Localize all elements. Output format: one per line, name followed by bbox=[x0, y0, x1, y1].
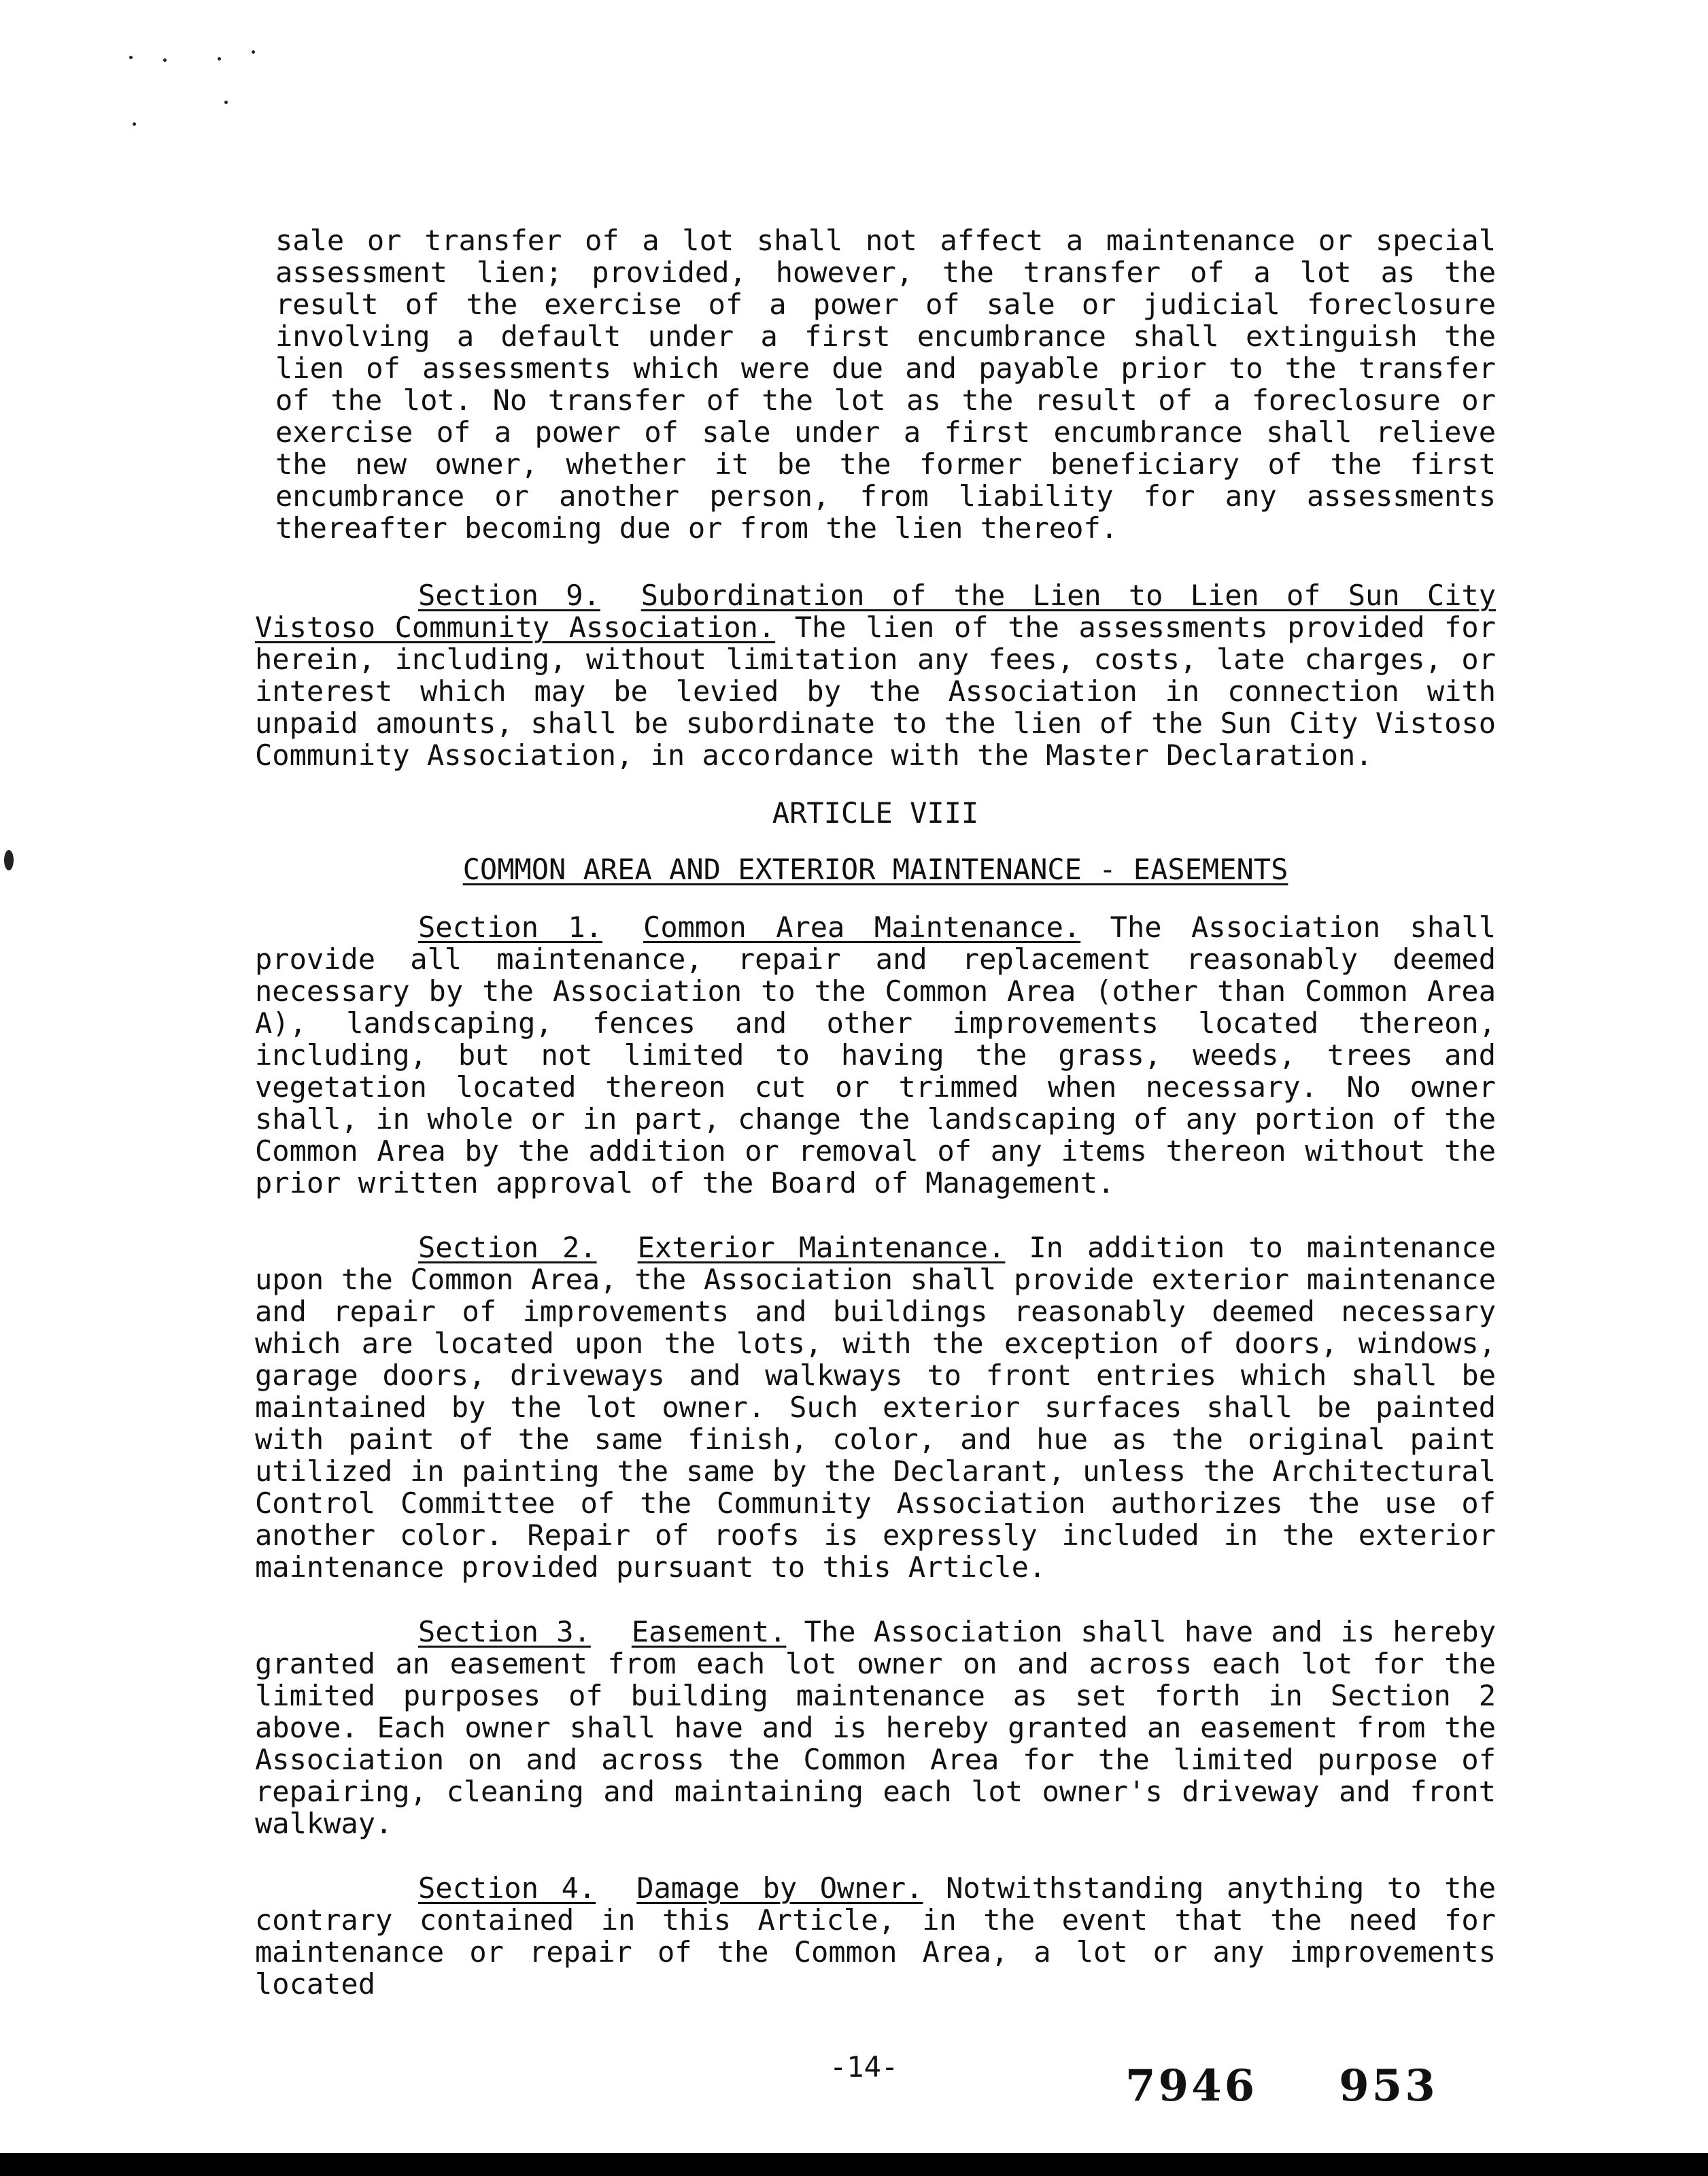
paragraph-continuation: sale or transfer of a lot shall not affect a maintenance or special assessment lien; provided, however, the transfer of a lot as the result of the exercise of a power of sale or judicial foreclosure involving a default under a first encumbrance shall extinguish the lien of assessments which were due and payable prior to the transfer of the lot. No transfer of the lot as the result of a foreclosure or exercise of a power of sale under a first encumbrance shall relieve the new owner, whether it be the former beneficiary of the first encumbrance or another person, from liability for any assessments thereafter becoming due or from the lien thereof. bbox=[275, 224, 1496, 545]
book-number: 7946 bbox=[1125, 2060, 1258, 2111]
section-2 bbox=[255, 1231, 1496, 1583]
section-heading: Subordination of the Lien to Lien of Sun City Vistoso Community Association. bbox=[255, 579, 1496, 644]
section-4 bbox=[255, 1872, 1496, 2000]
document-page bbox=[255, 224, 1496, 2000]
section-label: Section 1. bbox=[418, 911, 603, 944]
section-label: Section 2. bbox=[418, 1231, 597, 1264]
scan-speck bbox=[224, 101, 228, 104]
section-heading: Easement. bbox=[631, 1615, 787, 1648]
section-heading: Common Area Maintenance. bbox=[643, 911, 1081, 944]
section-body: Notwithstanding anything to the contrary contained in this Article, in the event that the need for maintenance or repair of the Common Area, a lot or any improvements located bbox=[255, 1871, 1496, 2001]
scan-speck bbox=[163, 58, 167, 62]
article-title: COMMON AREA AND EXTERIOR MAINTENANCE - EASEMENTS bbox=[462, 853, 1288, 886]
article-number: ARTICLE VIII bbox=[772, 796, 979, 830]
section-label: Section 9. bbox=[418, 579, 600, 612]
scan-speck bbox=[129, 56, 133, 59]
section-body: In addition to maintenance upon the Common Area, the Association shall provide exterior maintenance and repair of improvements and buildings reasonably deemed necessary which are located upon the lots, with the exception of doors, windows, garage doors, driveways and walkways to front entries which shall be maintained by the lot owner. Such exterior surfaces shall be painted with paint of the same finish, color, and hue as the original paint utilized in painting the same by the Declarant, unless the Architectural Control Committee of the Community Association authorizes the use of another color. Repair of roofs is expressly included in the exterior maintenance provided pursuant to this Article. bbox=[255, 1231, 1496, 1584]
scan-border bbox=[0, 2153, 1708, 2176]
section-heading: Damage by Owner. bbox=[636, 1871, 923, 1905]
scan-speck bbox=[133, 122, 136, 126]
section-1 bbox=[255, 911, 1496, 1199]
scan-speck bbox=[4, 850, 14, 870]
scan-speck bbox=[218, 57, 221, 61]
section-label: Section 3. bbox=[418, 1615, 591, 1648]
section-body: The Association shall provide all maintenance, repair and replacement reasonably deemed necessary by the Association to the Common Area (other than Common Area A), landscaping, fences and other improvements located thereon, including, but not limited to having the grass, weeds, trees and vegetation located thereon cut or trimmed when necessary. No owner shall, in whole or in part, change the landscaping of any portion of the Common Area by the addition or removal of any items thereon without the prior written approval of the Board of Management. bbox=[255, 911, 1496, 1200]
section-body: The Association shall have and is hereby granted an easement from each lot owner on and across each lot for the limited purposes of building maintenance as set forth in Section 2 above. Each owner shall have and is hereby granted an easement from the Association on and across the Common Area for the limited purpose of repairing, cleaning and maintaining each lot owner's driveway and front walkway. bbox=[255, 1615, 1496, 1840]
recording-page-number: 953 bbox=[1339, 2060, 1438, 2111]
recording-stamp bbox=[1125, 2060, 1438, 2111]
section-heading: Exterior Maintenance. bbox=[637, 1231, 1006, 1264]
section-9 bbox=[255, 579, 1496, 771]
section-3 bbox=[255, 1616, 1496, 1839]
scan-speck bbox=[252, 50, 255, 54]
section-label: Section 4. bbox=[418, 1871, 596, 1905]
page-number: -14- bbox=[830, 2050, 899, 2084]
section-body: The lien of the assessments provided for herein, including, without limitation any fees, costs, late charges, or interest which may be levied by the Association in connection with unpaid amounts, shall be subordinate to the lien of the Sun City Vistoso Community Association, in accordance with the Master Declaration. bbox=[255, 611, 1496, 772]
